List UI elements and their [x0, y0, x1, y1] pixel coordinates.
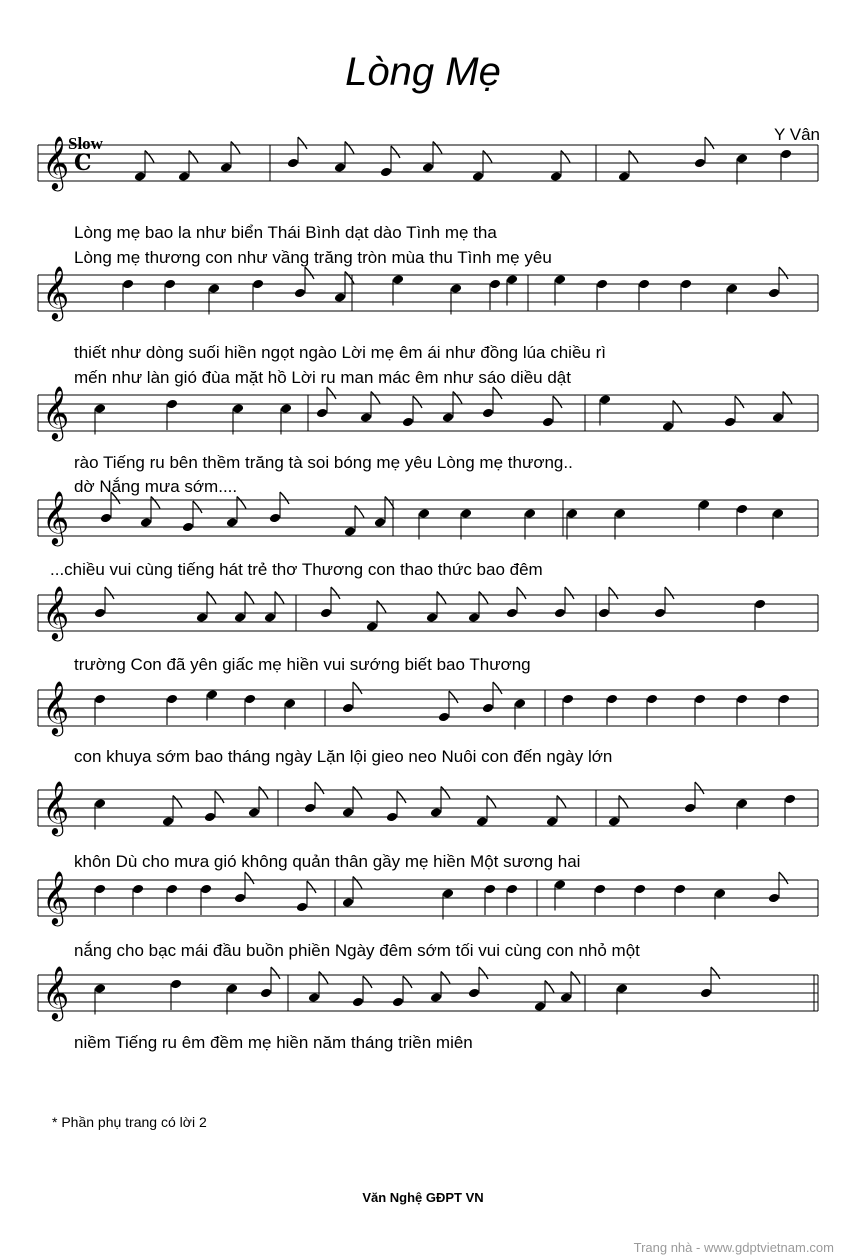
lyric-line: trường Con đã yên giấc mẹ hiền vui sướng biết bao Thương	[74, 655, 531, 674]
treble-clef-icon: 𝄞	[42, 385, 70, 439]
staff-system	[0, 265, 846, 387]
note	[430, 787, 450, 818]
note	[366, 601, 386, 632]
staff-system	[0, 490, 846, 579]
staff-system	[0, 780, 846, 871]
note	[460, 508, 472, 539]
note	[736, 798, 748, 829]
note	[546, 796, 566, 827]
note	[638, 279, 650, 310]
staff-system	[0, 385, 846, 496]
note	[182, 501, 202, 532]
note	[208, 283, 220, 314]
lyric-line: thiết như dòng suối hiền ngọt ngào Lời mẹ êm ái như đồng lúa chiều rì	[74, 343, 606, 362]
note	[269, 492, 289, 523]
note	[714, 888, 726, 919]
footer-credit: Văn Nghệ GĐPT VN	[362, 1190, 484, 1205]
note	[248, 787, 268, 818]
note	[226, 497, 246, 528]
note	[287, 137, 307, 168]
note	[768, 872, 788, 903]
note	[784, 794, 796, 825]
note	[542, 396, 562, 427]
note	[608, 796, 628, 827]
note	[489, 279, 501, 310]
note	[680, 279, 692, 310]
note	[264, 592, 284, 623]
note	[418, 508, 430, 539]
note	[596, 279, 608, 310]
note	[166, 694, 178, 725]
note	[534, 981, 554, 1012]
note	[94, 403, 106, 434]
note	[524, 508, 536, 539]
note	[694, 137, 714, 168]
lyric-line: rào Tiếng ru bên thềm trăng tà soi bóng mẹ yêu Lòng mẹ thương..	[74, 453, 573, 472]
note	[206, 689, 218, 720]
treble-clef-icon: 𝄞	[42, 135, 70, 189]
note	[374, 497, 394, 528]
note	[772, 508, 784, 539]
note	[232, 403, 244, 434]
note	[674, 884, 686, 915]
note	[360, 392, 380, 423]
treble-clef-icon: 𝄞	[42, 680, 70, 734]
note	[342, 787, 362, 818]
composer-name: Y Vân	[773, 125, 820, 144]
note	[468, 967, 488, 998]
song-title: Lòng Mẹ	[345, 50, 501, 94]
note	[736, 694, 748, 725]
note	[280, 403, 292, 434]
note	[694, 694, 706, 725]
note	[634, 884, 646, 915]
note	[754, 599, 766, 630]
watermark: Trang nhà - www.gdptvietnam.com	[633, 1240, 834, 1255]
treble-clef-icon: 𝄞	[42, 965, 70, 1019]
note	[772, 392, 792, 423]
note	[616, 983, 628, 1014]
note	[392, 274, 404, 305]
lyric-line: ...chiều vui cùng tiếng hát trẻ thơ Thương con thao thức bao đêm	[50, 560, 543, 579]
note	[170, 979, 182, 1010]
note	[252, 279, 264, 310]
note	[654, 587, 674, 618]
time-signature: C	[74, 150, 92, 176]
note	[244, 694, 256, 725]
note	[308, 972, 328, 1003]
staff-system	[0, 585, 846, 674]
staff-lines	[0, 965, 846, 1035]
note	[260, 967, 280, 998]
note	[380, 146, 400, 177]
note	[562, 694, 574, 725]
note	[166, 399, 178, 430]
note	[234, 872, 254, 903]
note	[334, 272, 354, 303]
note	[450, 283, 462, 314]
lyric-line: mến như làn gió đùa mặt hồ Lời ru man mác êm như sáo diều dật	[74, 368, 571, 387]
treble-clef-icon: 𝄞	[42, 780, 70, 834]
note	[220, 142, 240, 173]
note	[778, 694, 790, 725]
note	[320, 587, 340, 618]
note	[598, 587, 618, 618]
note	[342, 877, 362, 908]
note	[468, 592, 488, 623]
note	[94, 587, 114, 618]
note	[94, 884, 106, 915]
staff-system	[0, 680, 846, 766]
note	[560, 972, 580, 1003]
staff-lines	[0, 265, 846, 335]
lyric-line: niềm Tiếng ru êm đềm mẹ hiền năm tháng triền miên	[74, 1033, 473, 1052]
note	[94, 983, 106, 1014]
note	[472, 151, 492, 182]
note	[352, 976, 372, 1007]
note	[506, 274, 518, 305]
note	[768, 267, 788, 298]
note	[166, 884, 178, 915]
note	[422, 142, 442, 173]
footnote: * Phần phụ trang có lời 2	[52, 1114, 207, 1130]
lyric-line: Lòng mẹ bao la như biển Thái Bình dạt dào Tình mẹ tha	[74, 223, 497, 242]
staff-lines	[0, 870, 846, 940]
note	[736, 504, 748, 535]
note	[234, 592, 254, 623]
staff-system	[0, 965, 846, 1052]
note	[386, 791, 406, 822]
note	[618, 151, 638, 182]
staff-system	[0, 870, 846, 960]
tempo-marking: Slow	[68, 134, 103, 153]
note	[334, 142, 354, 173]
note	[296, 881, 316, 912]
note	[482, 387, 502, 418]
note	[550, 151, 570, 182]
note	[482, 682, 502, 713]
note	[554, 587, 574, 618]
note	[442, 392, 462, 423]
note	[94, 694, 106, 725]
note	[162, 796, 182, 827]
staff-lines	[0, 490, 846, 560]
lyric-line: nắng cho bạc mái đầu buồn phiền Ngày đêm sớm tối vui cùng con nhỏ một	[74, 941, 640, 960]
note	[426, 592, 446, 623]
note	[226, 983, 238, 1014]
note	[514, 698, 526, 729]
note	[606, 694, 618, 725]
note	[442, 888, 454, 919]
lyric-line: con khuya sớm bao tháng ngày Lặn lội gieo neo Nuôi con đến ngày lớn	[74, 747, 613, 766]
note	[316, 387, 336, 418]
note	[132, 884, 144, 915]
note	[724, 396, 744, 427]
note	[284, 698, 296, 729]
note	[438, 691, 458, 722]
lyric-line: dờ Nắng mưa sớm....	[74, 477, 238, 496]
note	[726, 283, 738, 314]
note	[684, 782, 704, 813]
note	[134, 151, 154, 182]
note	[700, 967, 720, 998]
note	[506, 587, 526, 618]
note	[614, 508, 626, 539]
note	[599, 394, 611, 425]
note	[780, 149, 792, 180]
staff-lines	[0, 585, 846, 655]
note	[304, 782, 324, 813]
note	[178, 151, 198, 182]
lyric-line: Lòng mẹ thương con như vầng trăng tròn mùa thu Tình mẹ yêu	[74, 248, 552, 267]
treble-clef-icon: 𝄞	[42, 490, 70, 544]
note	[566, 508, 578, 539]
note	[164, 279, 176, 310]
note	[484, 884, 496, 915]
lyric-line: khôn Dù cho mưa gió không quản thân gầy mẹ hiền Một sương hai	[74, 852, 581, 871]
note	[476, 796, 496, 827]
note	[344, 506, 364, 537]
treble-clef-icon: 𝄞	[42, 585, 70, 639]
note	[402, 396, 422, 427]
note	[294, 267, 314, 298]
note	[122, 279, 134, 310]
note	[594, 884, 606, 915]
note	[554, 274, 566, 305]
note	[196, 592, 216, 623]
note	[506, 884, 518, 915]
note	[662, 401, 682, 432]
note	[94, 798, 106, 829]
note	[698, 499, 710, 530]
note	[204, 791, 224, 822]
note	[736, 153, 748, 184]
note	[554, 879, 566, 910]
treble-clef-icon: 𝄞	[42, 870, 70, 924]
staff-lines	[0, 780, 846, 850]
note	[140, 497, 160, 528]
staff-lines	[0, 385, 846, 455]
note	[646, 694, 658, 725]
treble-clef-icon: 𝄞	[42, 265, 70, 319]
staff-lines	[0, 680, 846, 750]
note	[342, 682, 362, 713]
note	[430, 972, 450, 1003]
note	[200, 884, 212, 915]
note	[392, 976, 412, 1007]
